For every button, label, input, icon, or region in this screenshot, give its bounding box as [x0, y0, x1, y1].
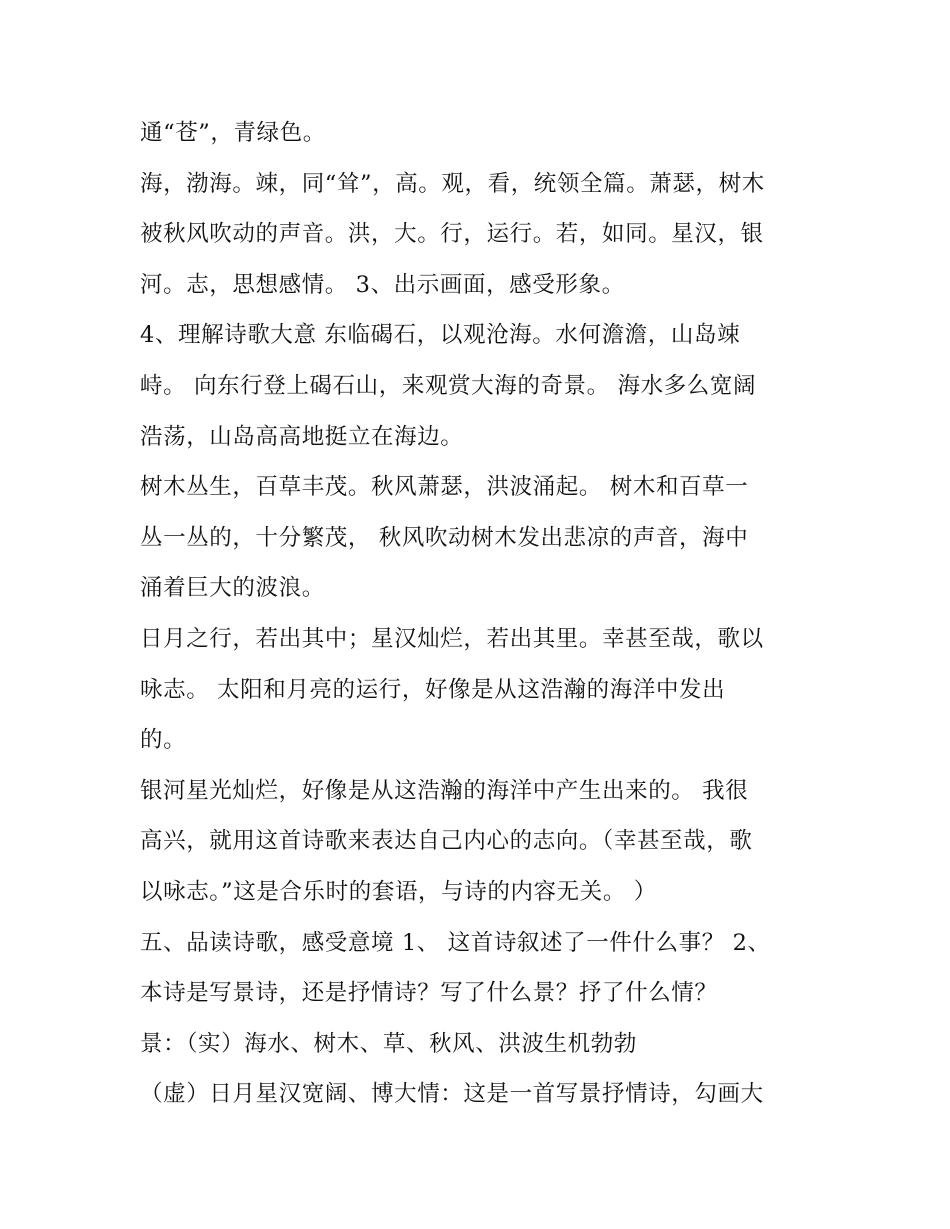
text-line: 咏志。 太阳和月亮的运行，好像是从这浩瀚的海洋中发出 [140, 676, 726, 703]
text-line: 通“苍”，青绿色。 [140, 120, 326, 146]
text-line: 以咏志。”这是合乐时的套语，与诗的内容无关。 ） [140, 878, 657, 905]
text-line: 景：（实）海水、树木、草、秋风、洪波生机勃勃 [140, 1030, 637, 1057]
text-line: 海，渤海。竦，同“耸”，高。观，看，统领全篇。萧瑟，树木 [140, 170, 765, 197]
text-line: 峙。 向东行登上碣石山，来观赏大海的奇景。 海水多么宽阔 [140, 372, 757, 399]
body-text [140, 108, 830, 1120]
text-line: 浩荡，山岛高高地挺立在海边。 [140, 423, 464, 450]
text-line: 日月之行，若出其中；星汉灿烂，若出其里。幸甚至哉，歌以 [140, 625, 764, 652]
text-line: 高兴，就用这首诗歌来表达自己内心的志向。（幸甚至哉，歌 [140, 828, 753, 855]
text-line: （虚）日月星汉宽阔、博大情：这是一首写景抒情诗，勾画大 [140, 1081, 764, 1108]
text-line: 树木丛生，百草丰茂。秋风萧瑟，洪波涌起。 树木和百草一 [140, 474, 749, 501]
text-line: 河。志，思想感情。 3、出示画面，感受形象。 [140, 271, 625, 298]
text-line: 五、品读诗歌，感受意境 1、 这首诗叙述了一件什么事？ 2、 [140, 929, 771, 956]
text-line: 涌着巨大的波浪。 [140, 575, 325, 602]
text-line: 4、理解诗歌大意 东临碣石，以观沧海。水何澹澹，山岛竦 [140, 322, 741, 349]
text-line: 被秋风吹动的声音。洪，大。行，运行。若，如同。星汉，银 [140, 221, 764, 248]
text-line: 的。 [140, 727, 187, 754]
text-line: 本诗是写景诗，还是抒情诗？写了什么景？抒了什么情？ [140, 980, 718, 1007]
text-line: 丛一丛的，十分繁茂， 秋风吹动树木发出悲凉的声音，海中 [140, 524, 749, 551]
text-line: 银河星光灿烂，好像是从这浩瀚的海洋中产生出来的。 我很 [140, 777, 749, 804]
